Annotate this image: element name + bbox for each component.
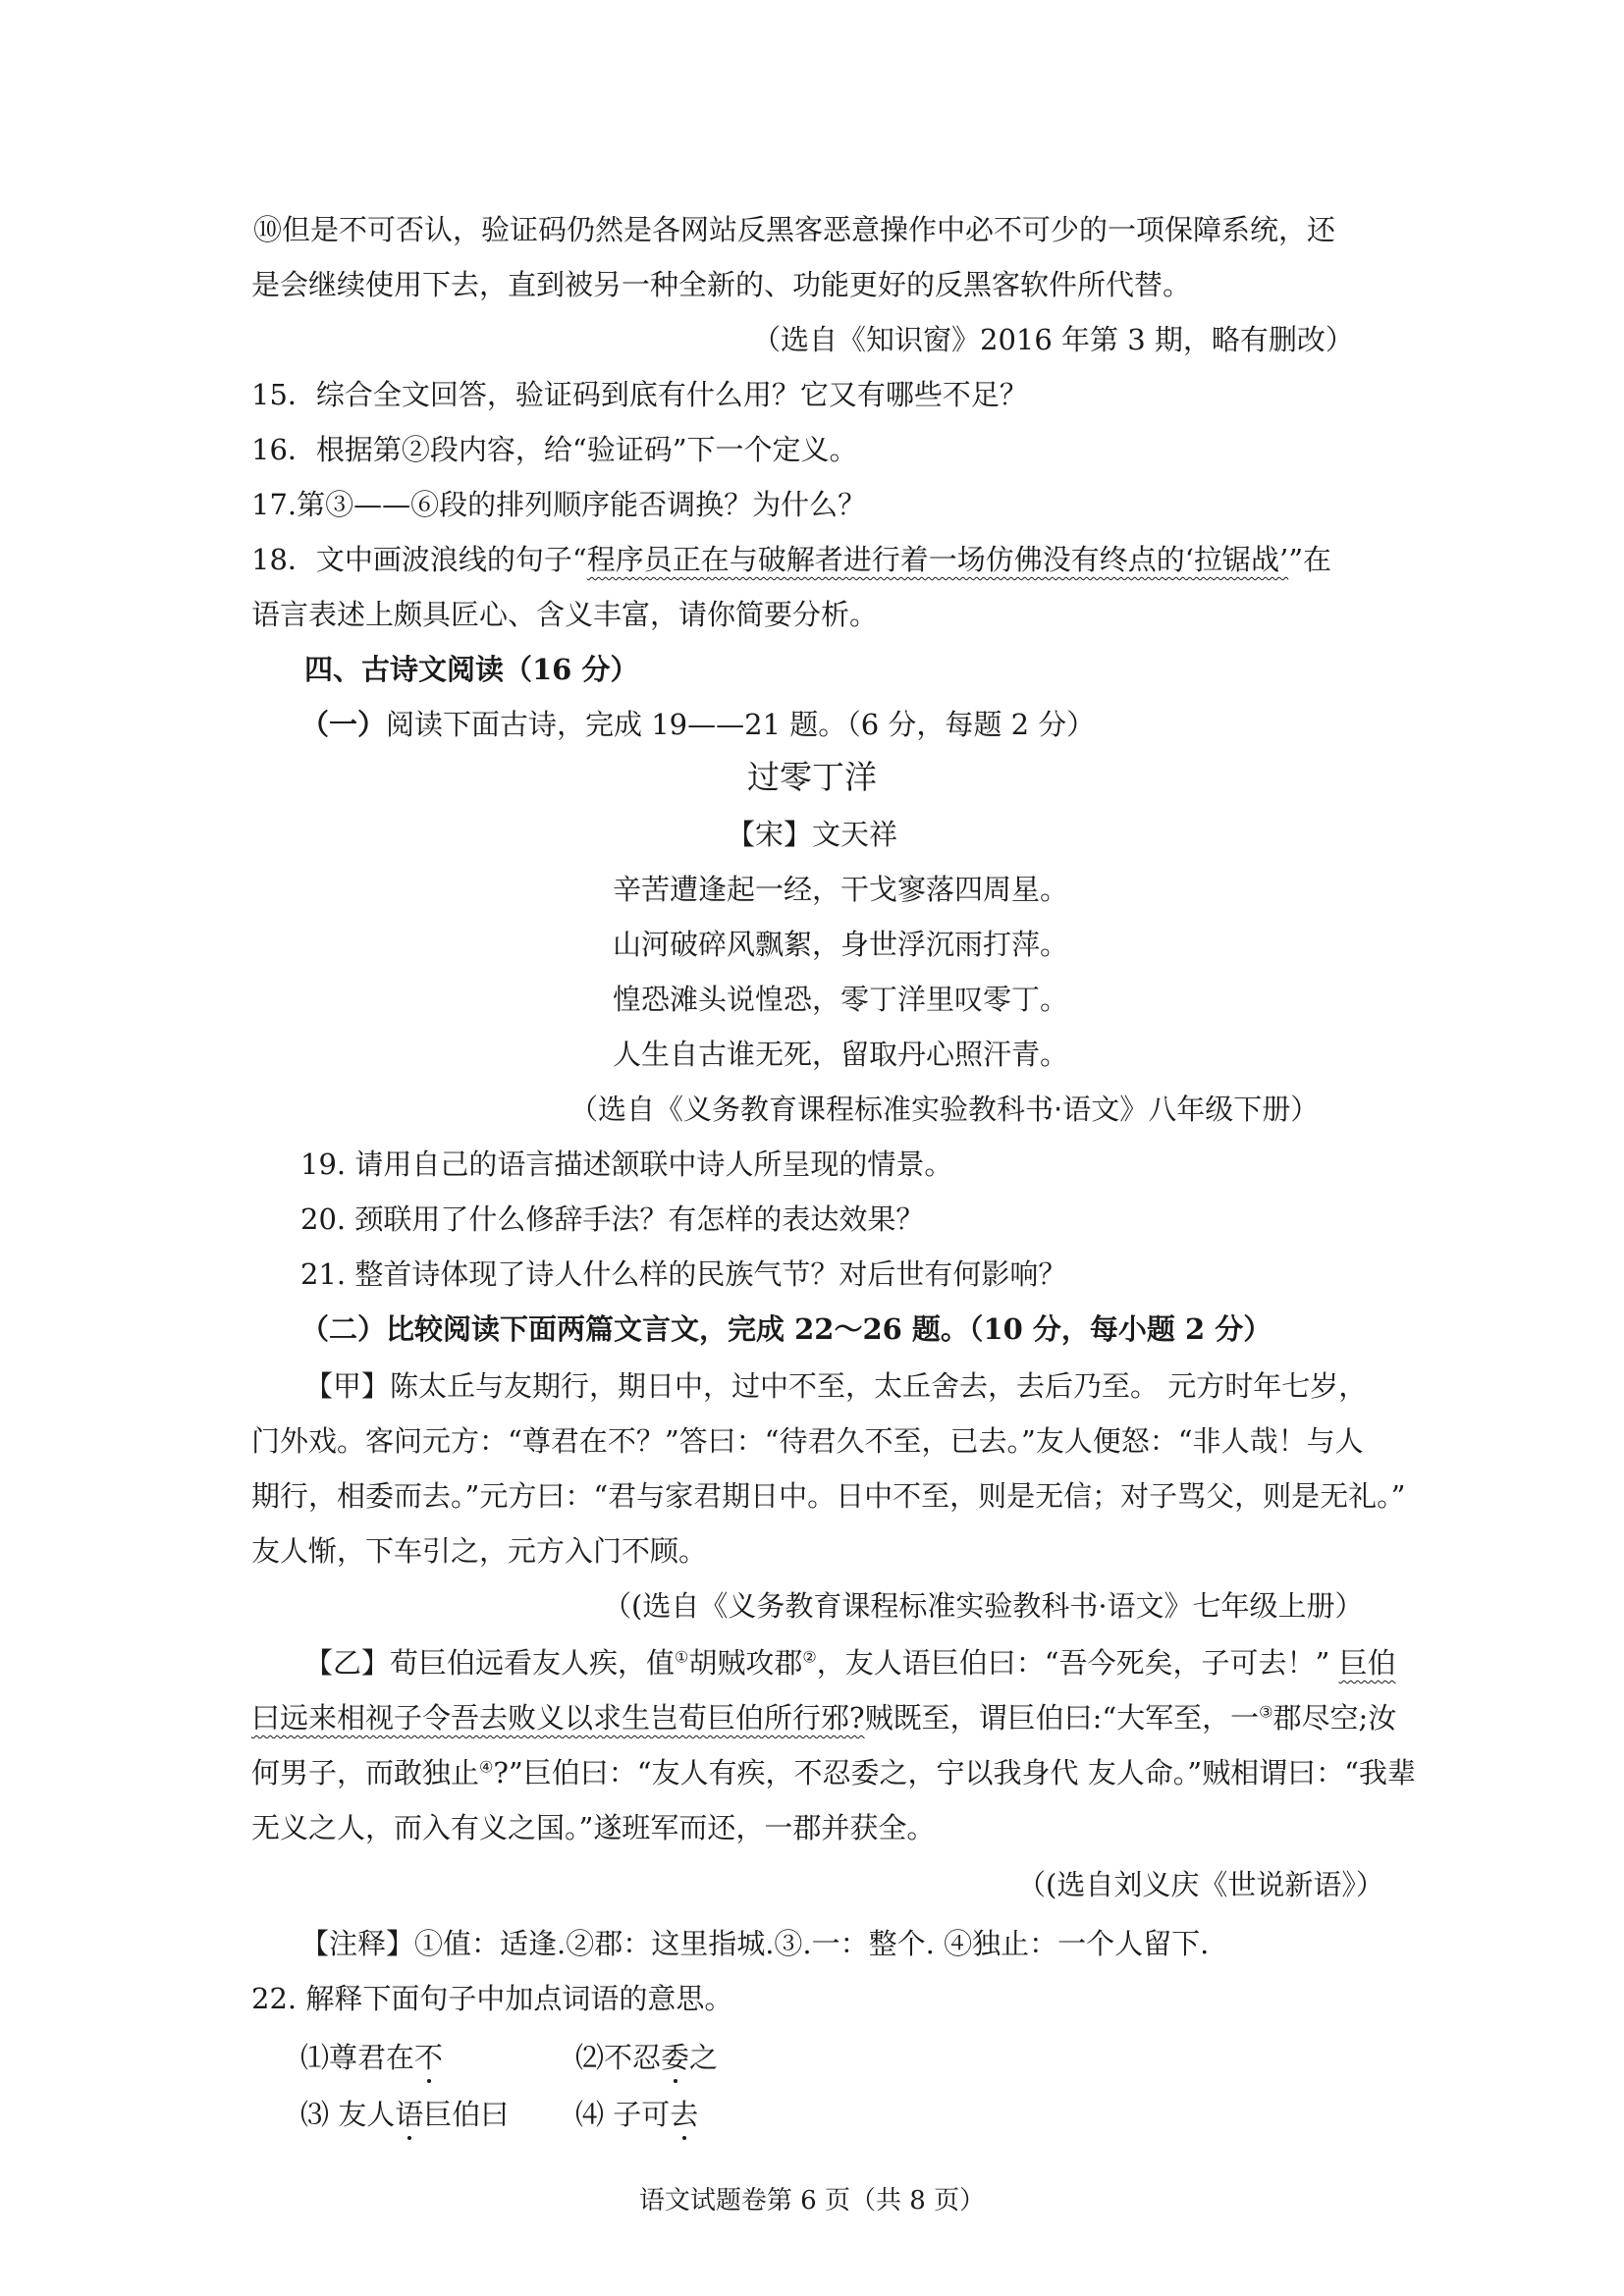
poem-line-1: 辛苦遭逢起一经，干戈寥落四周星。 — [613, 873, 1069, 906]
poem-source: （选自《义务教育课程标准实验教科书·语文》八年级下册） — [569, 1093, 1320, 1126]
footnote-marker-1: ① — [675, 1647, 689, 1667]
yi-line-1-text-a: 【乙】荀巨伯远看友人疾，值 — [304, 1646, 676, 1680]
passage-source: （选自《知识窗》2016 年第 3 期，略有删改） — [752, 323, 1354, 356]
q22-item-3 — [300, 2095, 509, 2134]
yi-line-4: 无义之人，而入有义之国。”遂班军而还，一郡并获全。 — [251, 1811, 936, 1844]
q22-item-3-text-end: 巨伯曰 — [423, 2098, 510, 2131]
q22-item-1-text: ⑴尊君在 — [300, 2041, 415, 2074]
footnote-marker-2: ② — [802, 1647, 817, 1667]
yi-line-3-text-b: ?”巨伯曰：“友人有疾，不忍委之，宁以我身代 友人命。”贼相谓曰：“我辈 — [493, 1756, 1416, 1789]
poem-author: 【宋】文天祥 — [726, 818, 897, 851]
jia-source: （(选自《义务教育课程标准实验教科书·语文》七年级上册） — [603, 1589, 1364, 1623]
question-17: 17.第③——⑥段的排列顺序能否调换？为什么？ — [251, 488, 867, 521]
question-18-line-1 — [251, 540, 1331, 579]
q22-item-2-dotted-word: 委 — [661, 2041, 690, 2074]
question-16: 16．根据第②段内容，给“验证码”下一个定义。 — [251, 433, 858, 466]
yi-line-2 — [251, 1698, 1396, 1737]
yi-line-1-text-c: ，友人语巨伯曰：“吾今死矣，子可去！” — [816, 1646, 1339, 1680]
yi-wavy-start: 巨伯 — [1338, 1646, 1396, 1680]
question-20: 20. 颈联用了什么修辞手法？有怎样的表达效果？ — [300, 1202, 925, 1236]
yi-source: （(选自刘义庆《世说新语》） — [1017, 1868, 1384, 1901]
q22-item-1-dotted-word: 不 — [414, 2041, 444, 2074]
part-1-text: 阅读下面古诗，完成 19——21 题。（6 分，每题 2 分） — [386, 708, 1096, 741]
q22-item-4-text: ⑷ 子可 — [575, 2098, 671, 2131]
poem-line-3: 惶恐滩头说惶恐，零丁洋里叹零丁。 — [613, 983, 1069, 1016]
question-21: 21. 整首诗体现了诗人什么样的民族气节？对后世有何影响？ — [300, 1257, 1067, 1291]
q22-item-2-text-end: 之 — [689, 2041, 719, 2074]
poem-line-4: 人生自古谁无死，留取丹心照汗青。 — [613, 1038, 1069, 1071]
page-footer: 语文试题卷第 6 页（共 8 页） — [638, 2186, 986, 2216]
paragraph-10-line-2: 是会继续使用下去，直到被另一种全新的、功能更好的反黑客软件所代替。 — [251, 268, 1192, 301]
question-18-wavy-quote: 程序员正在与破解者进行着一场仿佛没有终点的‘拉锯战’ — [586, 543, 1289, 576]
question-22: 22. 解释下面句子中加点词语的意思。 — [251, 1982, 733, 2015]
yi-line-2-text-b: 贼既至，谓巨伯曰:“大军至，一 — [864, 1701, 1260, 1735]
section-4-heading: 四、古诗文阅读（16 分） — [304, 653, 639, 686]
question-18-suffix: ”在 — [1288, 543, 1332, 576]
q22-item-3-dotted-word: 语 — [395, 2098, 424, 2131]
q22-item-3-text: ⑶ 友人 — [300, 2098, 396, 2131]
q22-item-4-dotted-word: 去 — [670, 2098, 699, 2131]
paragraph-10-line-1: ⑩但是不可否认，验证码仍然是各网站反黑客恶意操作中必不可少的一项保障系统，还 — [253, 213, 1336, 246]
jia-line-4: 友人惭，下车引之，元方入门不顾。 — [251, 1534, 708, 1568]
q22-item-2-text: ⑵不忍 — [575, 2041, 662, 2074]
q22-item-4 — [575, 2095, 698, 2134]
yi-line-1-text-b: 胡贼攻郡 — [688, 1646, 803, 1680]
jia-line-2: 门外戏。客问元方：“尊君在不？”答曰：“待君久不至，已去。”友人便怒：“非人哉！与人 — [251, 1424, 1364, 1458]
question-18-line-2: 语言表述上颇具匠心、含义丰富，请你简要分析。 — [251, 598, 879, 631]
question-19: 19. 请用自己的语言描述颔联中诗人所呈现的情景。 — [300, 1148, 953, 1181]
q22-item-2 — [575, 2038, 718, 2077]
part-2-heading: （二）比较阅读下面两篇文言文，完成 22～26 题。（10 分，每小题 2 分） — [300, 1312, 1272, 1346]
yi-line-2-text-c: 郡尽空;汝 — [1272, 1701, 1397, 1735]
q22-item-1 — [300, 2038, 443, 2077]
poem-line-2: 山河破碎风飘絮，身世浮沉雨打萍。 — [613, 928, 1069, 961]
part-1-intro — [300, 705, 1095, 744]
question-18-prefix: 18．文中画波浪线的句子“ — [251, 543, 587, 576]
footnote-marker-3: ③ — [1259, 1702, 1273, 1722]
poem-title: 过零丁洋 — [747, 758, 877, 796]
yi-line-1 — [304, 1643, 1396, 1682]
jia-line-1: 【甲】陈太丘与友期行，期日中，过中不至，太丘舍去，去后乃至。 元方时年七岁， — [304, 1369, 1368, 1403]
yi-line-3-text-a: 何男子，而敢独止 — [251, 1756, 480, 1789]
annotation-notes: 【注释】①值：适逢.②郡：这里指城.③.一：整个. ④独止：一个人留下. — [300, 1927, 1210, 1960]
footnote-marker-4: ④ — [479, 1757, 494, 1777]
question-15: 15．综合全文回答，验证码到底有什么用？它又有哪些不足？ — [251, 378, 1028, 411]
jia-line-3: 期行，相委而去。”元方曰：“君与家君期日中。日中不至，则是无信；对子骂父，则是无礼。” — [251, 1479, 1406, 1513]
part-1-label: （一） — [300, 708, 387, 741]
yi-wavy-sentence: 曰远来相视子令吾去败义以求生岂荀巨伯所行邪? — [251, 1701, 865, 1735]
yi-line-3 — [251, 1753, 1416, 1792]
